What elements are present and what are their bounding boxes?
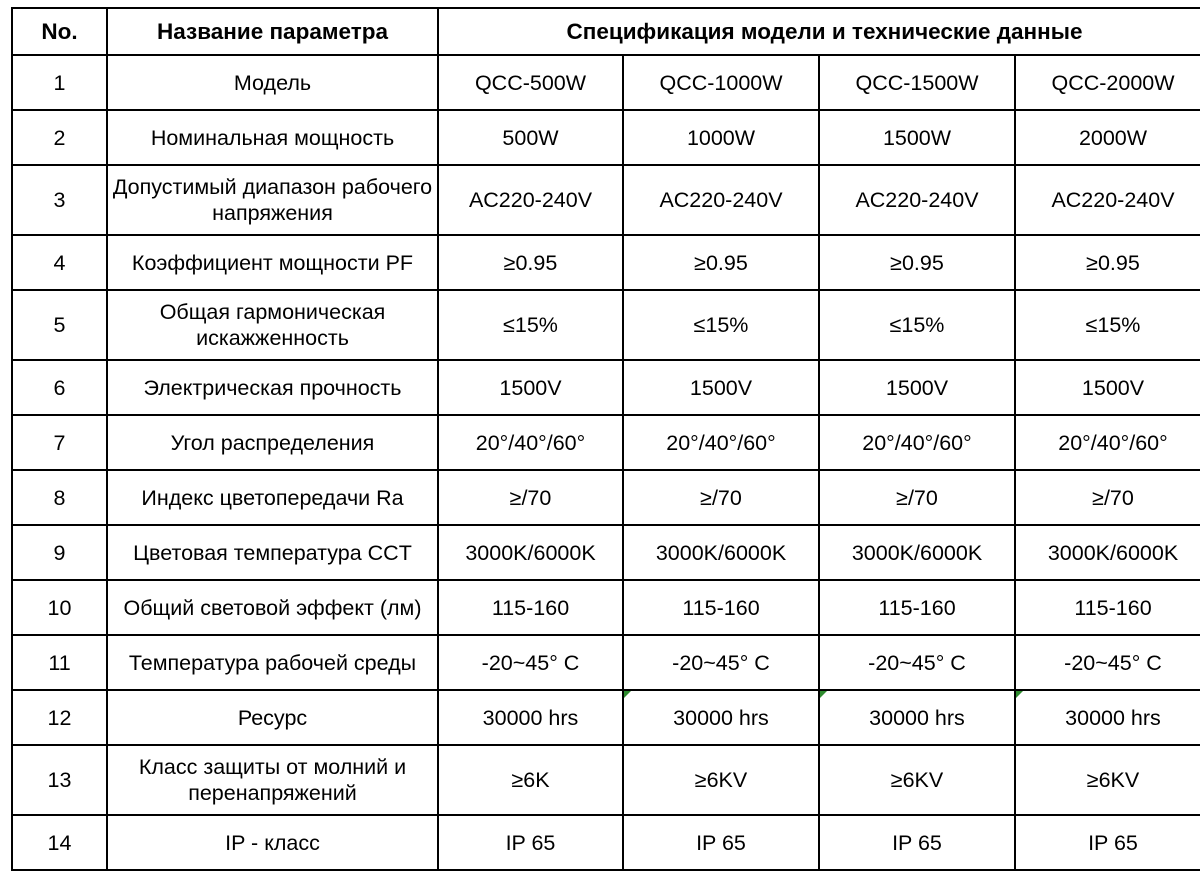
param-name: Класс защиты от молний и перенапряжений [107, 745, 438, 815]
spec-value: 115-160 [438, 580, 623, 635]
spec-value: ≥0.95 [1015, 235, 1200, 290]
spec-value: 2000W [1015, 110, 1200, 165]
spec-value: 3000K/6000K [438, 525, 623, 580]
spec-value: ≥/70 [623, 470, 819, 525]
row-number: 5 [12, 290, 107, 360]
header-spec: Спецификация модели и технические данные [438, 8, 1200, 55]
spec-value: IP 65 [819, 815, 1015, 870]
spec-value: 20°/40°/60° [438, 415, 623, 470]
param-name: Индекс цветопередачи Ra [107, 470, 438, 525]
spec-value: ≤15% [1015, 290, 1200, 360]
spec-value: 1500V [819, 360, 1015, 415]
table-body [12, 55, 1200, 870]
table-row [12, 55, 1200, 110]
spec-value: ≤15% [819, 290, 1015, 360]
spec-value: ≤15% [623, 290, 819, 360]
spec-value: 20°/40°/60° [819, 415, 1015, 470]
table-row [12, 690, 1200, 745]
param-name: Температура рабочей среды [107, 635, 438, 690]
row-number: 4 [12, 235, 107, 290]
table-row [12, 635, 1200, 690]
spec-value: 3000K/6000K [623, 525, 819, 580]
table-row [12, 525, 1200, 580]
spec-value: 30000 hrs [1015, 690, 1200, 745]
table-row [12, 580, 1200, 635]
spec-value: 30000 hrs [623, 690, 819, 745]
spec-value: 115-160 [819, 580, 1015, 635]
row-number: 1 [12, 55, 107, 110]
model-name: QCC-2000W [1015, 55, 1200, 110]
model-name: QCC-1000W [623, 55, 819, 110]
param-name: Общая гармоническая искажженность [107, 290, 438, 360]
header-row [12, 8, 1200, 55]
param-name: Модель [107, 55, 438, 110]
spec-value: 3000K/6000K [819, 525, 1015, 580]
spec-value: -20~45° C [623, 635, 819, 690]
spec-value: 30000 hrs [438, 690, 623, 745]
model-name: QCC-1500W [819, 55, 1015, 110]
param-name: IP - класс [107, 815, 438, 870]
spec-value: AC220-240V [819, 165, 1015, 235]
spec-value: 1000W [623, 110, 819, 165]
row-number: 8 [12, 470, 107, 525]
row-number: 9 [12, 525, 107, 580]
spec-value: -20~45° C [1015, 635, 1200, 690]
spec-value: ≥6KV [1015, 745, 1200, 815]
spec-value: ≥/70 [819, 470, 1015, 525]
spec-value: AC220-240V [623, 165, 819, 235]
model-name: QCC-500W [438, 55, 623, 110]
param-name: Ресурс [107, 690, 438, 745]
row-number: 3 [12, 165, 107, 235]
row-number: 14 [12, 815, 107, 870]
spec-value: 115-160 [623, 580, 819, 635]
param-name: Цветовая температура CCT [107, 525, 438, 580]
spec-value: ≥/70 [1015, 470, 1200, 525]
table-row [12, 110, 1200, 165]
table-row [12, 290, 1200, 360]
param-name: Угол распределения [107, 415, 438, 470]
row-number: 10 [12, 580, 107, 635]
spec-value: IP 65 [1015, 815, 1200, 870]
spec-value: IP 65 [438, 815, 623, 870]
header-no: No. [12, 8, 107, 55]
row-number: 7 [12, 415, 107, 470]
row-number: 2 [12, 110, 107, 165]
table-row [12, 815, 1200, 870]
spec-value: 20°/40°/60° [623, 415, 819, 470]
param-name: Электрическая прочность [107, 360, 438, 415]
table-row [12, 745, 1200, 815]
spec-value: ≥6KV [623, 745, 819, 815]
table-row [12, 470, 1200, 525]
spec-value: -20~45° C [819, 635, 1015, 690]
spec-value: IP 65 [623, 815, 819, 870]
row-number: 6 [12, 360, 107, 415]
param-name: Допустимый диапазон рабочего напряжения [107, 165, 438, 235]
table-row [12, 415, 1200, 470]
spec-value: ≥6K [438, 745, 623, 815]
spec-value: ≥0.95 [819, 235, 1015, 290]
spec-value: 1500V [438, 360, 623, 415]
spec-value: 3000K/6000K [1015, 525, 1200, 580]
table-header [12, 8, 1200, 55]
spec-value: 1500V [1015, 360, 1200, 415]
table-row [12, 165, 1200, 235]
spec-value: 20°/40°/60° [1015, 415, 1200, 470]
spec-value: ≥/70 [438, 470, 623, 525]
spec-value: -20~45° C [438, 635, 623, 690]
spec-value: ≥6KV [819, 745, 1015, 815]
spec-value: 30000 hrs [819, 690, 1015, 745]
spec-value: 1500W [819, 110, 1015, 165]
spec-value: 500W [438, 110, 623, 165]
spec-value: AC220-240V [438, 165, 623, 235]
spec-table [11, 7, 1200, 871]
spec-value: 1500V [623, 360, 819, 415]
table-row [12, 235, 1200, 290]
spec-value: 115-160 [1015, 580, 1200, 635]
row-number: 13 [12, 745, 107, 815]
header-param: Название параметра [107, 8, 438, 55]
spec-value: ≥0.95 [438, 235, 623, 290]
param-name: Коэффициент мощности PF [107, 235, 438, 290]
table-row [12, 360, 1200, 415]
param-name: Общий световой эффект (лм) [107, 580, 438, 635]
spec-value: ≤15% [438, 290, 623, 360]
row-number: 11 [12, 635, 107, 690]
spec-value: ≥0.95 [623, 235, 819, 290]
row-number: 12 [12, 690, 107, 745]
spec-value: AC220-240V [1015, 165, 1200, 235]
param-name: Номинальная мощность [107, 110, 438, 165]
